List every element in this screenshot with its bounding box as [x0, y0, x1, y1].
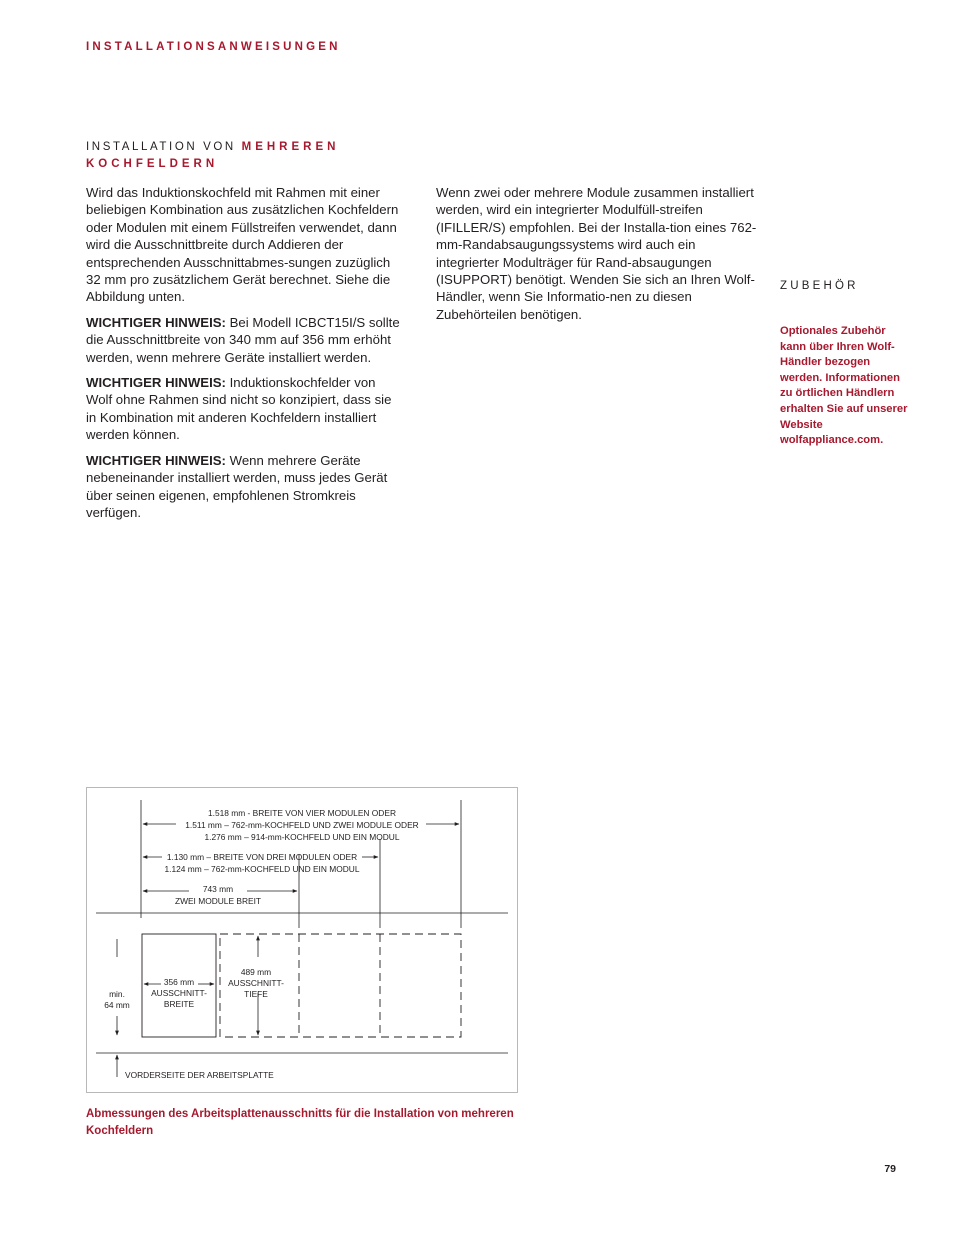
dim-two-line1: 743 mm — [202, 884, 234, 894]
note-paragraph — [86, 374, 404, 444]
dim-two-line2: ZWEI MODULE BREIT — [174, 896, 262, 906]
min-front-line2: 64 mm — [104, 1000, 130, 1010]
cutout-width-line3: BREITE — [163, 999, 195, 1009]
cutout-diagram-svg — [86, 787, 518, 1093]
sidebar-title: ZUBEHÖR — [780, 280, 859, 292]
body-column-right — [436, 184, 761, 331]
section-title-accent: MEHREREN KOCHFELDERN — [86, 141, 340, 170]
sidebar-note: Optionales Zubehör kann über Ihren Wolf-Händler bezogen werden. Informationen zu örtlichen Händlern erhalten Sie auf unserer Website wolfappliance.com. — [780, 325, 908, 447]
section-title-plain: INSTALLATION VON — [86, 141, 236, 153]
cutout-diagram — [86, 787, 518, 1093]
dim-three-line2: 1.124 mm – 762-mm-KOCHFELD UND EIN MODUL — [164, 864, 360, 874]
note-text: Bei Modell ICBCT15I/S sollte die Ausschnittbreite von 340 mm auf 356 mm erhöht werden, wenn mehrere Geräte installiert werden. — [86, 314, 400, 365]
dim-four-line2: 1.511 mm – 762-mm-KOCHFELD UND ZWEI MODULE ODER — [185, 820, 419, 830]
running-header: INSTALLATIONSANWEISUNGEN — [86, 41, 341, 53]
countertop-front-label: VORDERSEITE DER ARBEITSPLATTE — [125, 1070, 274, 1080]
figure-caption: Abmessungen des Arbeitsplattenausschnitts für die Installation von mehreren Kochfeldern — [86, 1108, 514, 1137]
dim-four-line3: 1.276 mm – 914-mm-KOCHFELD UND EIN MODUL — [204, 832, 400, 842]
body-column-left — [86, 184, 404, 529]
cutout-depth-line2: AUSSCHNITT- — [228, 978, 284, 988]
accessory-paragraph: Wenn zwei oder mehrere Module zusammen installiert werden, wird ein integrierter Modulfüll-streifen (IFILLER/S) empfohlen. Bei der Installa-tion eines 762-mm-Randabsaugungssystems wird auch ein integrierter Modulträger für Rand-absaugungen (ISUPPORT) benötigt. Wenden Sie sich an Ihren Wolf-Händler, wenn Sie Informatio-nen zu diesen Zubehörteilen benötigen. — [436, 185, 757, 322]
cutout-depth-line1: 489 mm — [240, 967, 272, 977]
note-paragraph — [86, 314, 404, 366]
note-text: Wenn mehrere Geräte nebeneinander installiert werden, muss jedes Gerät über seinen eigenen, empfohlenen Stromkreis verfügen. — [86, 452, 388, 520]
min-front-line1: min. — [109, 989, 125, 999]
dim-three-line1: 1.130 mm – BREITE VON DREI MODULEN ODER — [166, 852, 358, 862]
note-label: WICHTIGER HINWEIS: — [86, 375, 226, 391]
section-title — [86, 139, 416, 173]
dim-four-line1: 1.518 mm - BREITE VON VIER MODULEN ODER — [207, 808, 397, 818]
cutout-width-line1: 356 mm — [163, 977, 195, 987]
intro-paragraph: Wird das Induktionskochfeld mit Rahmen mit einer beliebigen Kombination aus zusätzlichen Kochfeldern oder Modulen mit einem Füllstreifen verwendet, dann wird die Ausschnittbreite durch Addieren der entsprechenden Ausschnittabmes-sungen zuzüglich 32 mm pro zusätzlichem Gerät berechnet. Siehe die Abbildung unten. — [86, 185, 399, 305]
cutout-depth-line3: TIEFE — [244, 989, 268, 999]
note-label: WICHTIGER HINWEIS: — [86, 452, 226, 468]
page-number: 79 — [884, 1163, 896, 1175]
note-paragraph — [86, 452, 404, 522]
note-text: Induktionskochfelder von Wolf ohne Rahmen sind nicht so konzipiert, dass sie in Kombination mit anderen Kochfeldern installiert werden können. — [86, 375, 392, 443]
cutout-width-line2: AUSSCHNITT- — [151, 988, 207, 998]
note-label: WICHTIGER HINWEIS: — [86, 314, 226, 330]
